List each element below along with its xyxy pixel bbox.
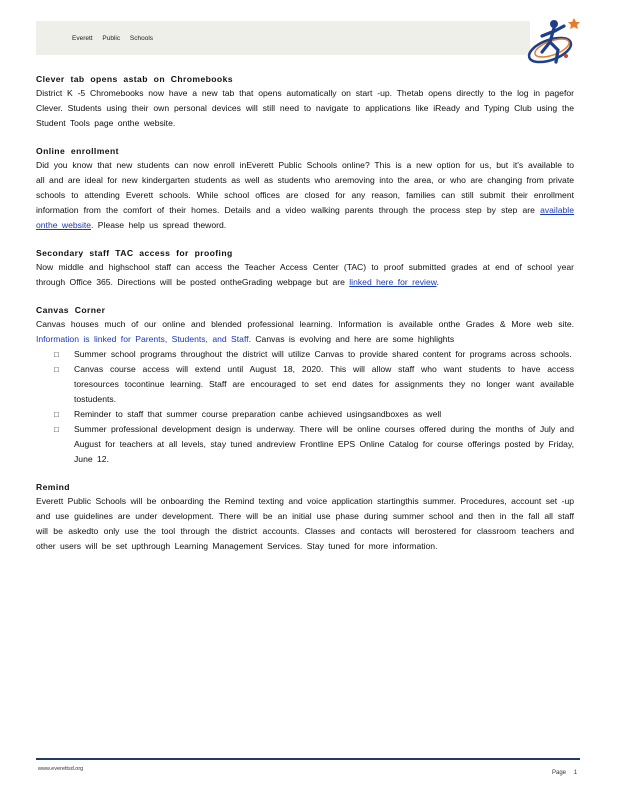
- newsletter-body: [36, 72, 574, 567]
- list-item: □ Canvas course access will extend until August 18, 2020. This will allow staff who want students to have access toresources tocontinue learning. Staff are encouraged to set end dates for assignments they no longer want available tostudents.: [54, 364, 574, 404]
- section-heading: Canvas Corner: [36, 305, 106, 315]
- list-item: □ Reminder to staff that summer course preparation canbe achieved usingsandboxes as well: [36, 407, 574, 422]
- section-heading: Clever tab opens astab on Chromebooks: [36, 74, 233, 84]
- linked-here-link[interactable]: linked here for review: [349, 277, 437, 287]
- bullet-icon: □: [54, 350, 59, 359]
- section-tac-access: [36, 246, 574, 290]
- available-online-link[interactable]: available onthe website: [36, 205, 574, 230]
- bullet-icon: □: [54, 425, 59, 434]
- footer-divider: [36, 758, 580, 760]
- section-body: Canvas houses much of our online and blended professional learning. Information is available onthe Grades & More web site. Information is linked for Parents, Students, and Staff. Canvas is evolving and here are some highlights: [36, 319, 574, 344]
- section-heading: Online enrollment: [36, 146, 119, 156]
- section-remind: [36, 480, 574, 554]
- canvas-info-link[interactable]: Information is linked for Parents, Students, and Staff: [36, 334, 249, 344]
- section-body: Did you know that new students can now enroll inEverett Public Schools online? This is a new option for us, but it's available to all and are ideal for new kindergarten students as well as students who aremoving into the area, or who are changing from private schools to attending Everett schools. While school offices are closed for any reason, families can still submit their enrollment information from the comfort of their homes. Details and a video walking parents through the process step by step are available onthe website. Please help us spread theword.: [36, 160, 574, 230]
- bullet-icon: □: [54, 365, 59, 374]
- section-canvas-corner: [36, 303, 574, 467]
- section-heading: Secondary staff TAC access for proofing: [36, 248, 233, 258]
- canvas-bullet-list: [36, 347, 574, 467]
- list-item: □ Summer school programs throughout the district will utilize Canvas to provide shared content for programs across schools.: [36, 347, 574, 362]
- header-title: Everett Public Schools: [72, 35, 154, 42]
- section-body: Now middle and highschool staff can access the Teacher Access Center (TAC) to proof submitted grades at end of school year through Office 365. Directions will be posted ontheGrading webpage but are linked here for review.: [36, 262, 574, 287]
- page-number: 1: [573, 770, 578, 776]
- footer-page: Page 1: [552, 770, 578, 776]
- section-online-enrollment: [36, 144, 574, 233]
- bullet-icon: □: [54, 410, 59, 419]
- list-item: □ Summer professional development design is underway. There will be online courses offered during the months of July and August for teachers at all levels, stay tuned andreview Frontline EPS Online Catalog for course offerings posted by Friday, June 12.: [54, 424, 574, 464]
- section-body: Everett Public Schools will be onboarding the Remind texting and voice application startingthis summer. Procedures, account set -up and use guidelines are under development. There will be an initial use phase during summer school and then in the fall all staff will be askedto only use the tool through the district accounts. Classes and contacts will berostered for classroom teachers and other users will be set upthrough Learning Management Services. Stay tuned for more information.: [36, 496, 574, 551]
- section-heading: Remind: [36, 482, 70, 492]
- section-clever: [36, 72, 574, 131]
- section-body: District K -5 Chromebooks now have a new tab that opens automatically on start -up. Thetab opens directly to the log in pagefor Clever. Students using their own personal devices will still need to navigate to applications like iReady and Typing Club using the Student Tools page onthe website.: [36, 88, 574, 128]
- eps-runner-logo: [524, 10, 588, 74]
- footer-site: www.everettsd.org: [38, 766, 84, 772]
